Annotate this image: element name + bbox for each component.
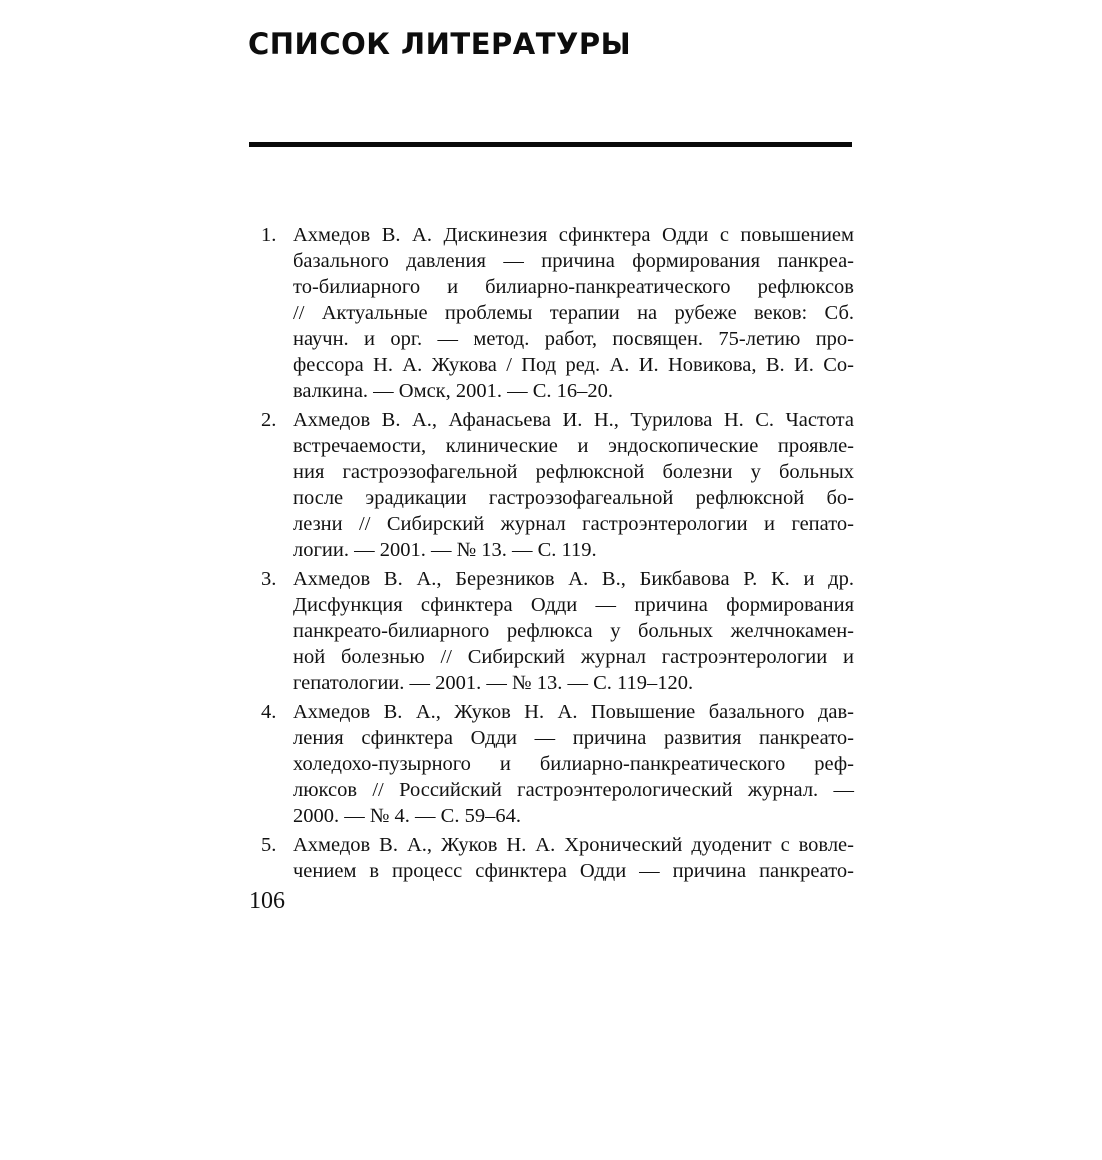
reference-number: 1. <box>261 224 277 246</box>
reference-number: 2. <box>261 409 277 431</box>
title-divider <box>249 142 852 147</box>
reference-line: встречаемости, клинические и эндоскопические проявле- <box>293 435 854 457</box>
reference-text <box>293 699 854 829</box>
reference-line: Ахмедов В. А., Жуков Н. А. Повышение базального дав- <box>293 701 854 723</box>
reference-line: панкреато-билиарного рефлюкса у больных желчнокамен- <box>293 620 854 642</box>
reference-text <box>293 222 854 404</box>
reference-line: ния гастроэзофагельной рефлюксной болезни у больных <box>293 461 854 483</box>
reference-number: 4. <box>261 701 277 723</box>
reference-line: гепатологии. — 2001. — № 13. — С. 119–120. <box>293 672 694 694</box>
reference-line: холедохо-пузырного и билиарно-панкреатического реф- <box>293 753 854 775</box>
reference-line: Ахмедов В. А., Афанасьева И. Н., Турилова Н. С. Частота <box>293 409 854 431</box>
reference-line: ления сфинктера Одди — причина развития панкреато- <box>293 727 854 749</box>
reference-number: 5. <box>261 834 277 856</box>
reference-line: фессора Н. А. Жукова / Под ред. А. И. Новикова, В. И. Со- <box>293 354 854 376</box>
reference-line: научн. и орг. — метод. работ, посвящен. 75-летию про- <box>293 328 854 350</box>
page-number: 106 <box>249 888 285 914</box>
reference-line: Дисфункция сфинктера Одди — причина формирования <box>293 594 854 616</box>
reference-line: 2000. — № 4. — С. 59–64. <box>293 805 521 827</box>
reference-line: чением в процесс сфинктера Одди — причина панкреато- <box>293 860 854 882</box>
reference-line: ной болезнью // Сибирский журнал гастроэнтерологии и <box>293 646 854 668</box>
reference-line: лезни // Сибирский журнал гастроэнтерологии и гепато- <box>293 513 854 535</box>
reference-line: базального давления — причина формирования панкреа- <box>293 250 854 272</box>
reference-number: 3. <box>261 568 277 590</box>
reference-line: Ахмедов В. А. Дискинезия сфинктера Одди с повышением <box>293 224 854 246</box>
reference-text <box>293 832 854 884</box>
reference-item <box>261 222 854 404</box>
reference-text <box>293 566 854 696</box>
reference-line: Ахмедов В. А., Жуков Н. А. Хронический дуоденит с вовле- <box>293 834 854 856</box>
page-title: СПИСОК ЛИТЕРАТУРЫ <box>248 27 632 61</box>
reference-line: после эрадикации гастроэзофагеальной рефлюксной бо- <box>293 487 854 509</box>
reference-list <box>261 222 854 887</box>
reference-line: логии. — 2001. — № 13. — С. 119. <box>293 539 597 561</box>
reference-line: валкина. — Омск, 2001. — С. 16–20. <box>293 380 614 402</box>
reference-item <box>261 699 854 829</box>
reference-text <box>293 407 854 563</box>
reference-line: // Актуальные проблемы терапии на рубеже веков: Сб. <box>293 302 854 324</box>
reference-line: люксов // Российский гастроэнтерологический журнал. — <box>293 779 854 801</box>
reference-item <box>261 832 854 884</box>
reference-line: Ахмедов В. А., Березников А. В., Бикбавова Р. К. и др. <box>293 568 854 590</box>
reference-item <box>261 407 854 563</box>
reference-line: то-билиарного и билиарно-панкреатического рефлюксов <box>293 276 854 298</box>
reference-item <box>261 566 854 696</box>
